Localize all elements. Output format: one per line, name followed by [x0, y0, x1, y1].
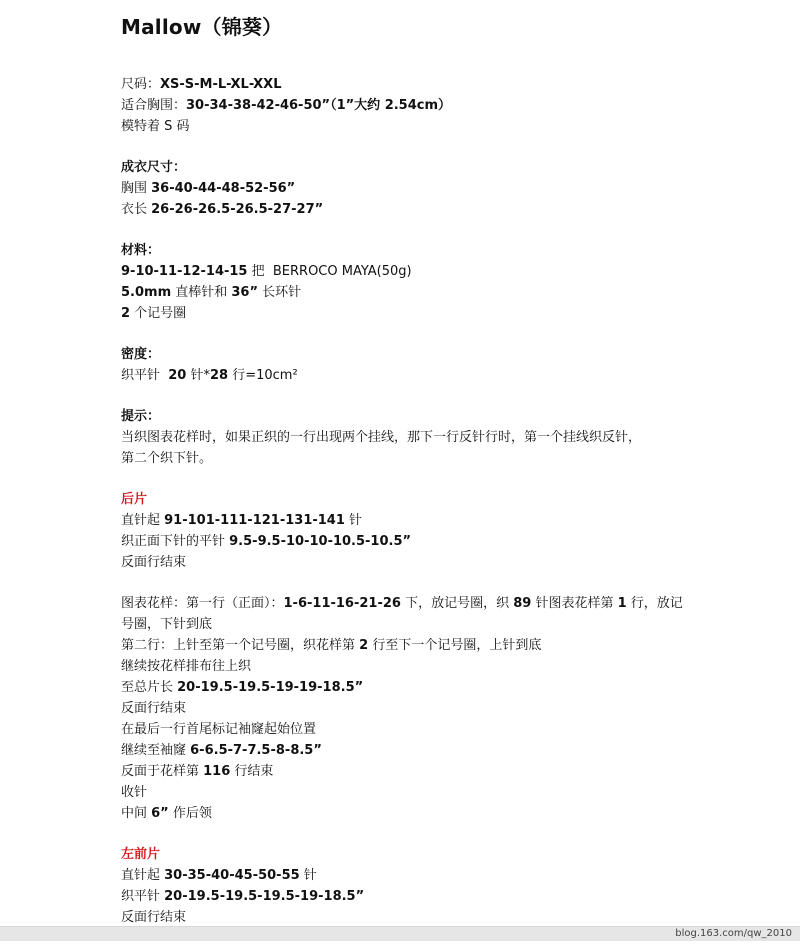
text-line: [121, 886, 781, 907]
text-span: 反面行结束: [121, 701, 187, 716]
text-span: 反面行结束: [121, 910, 187, 925]
text-span: 反面于花样第: [121, 764, 204, 779]
text-span: 模特着 S 码: [121, 119, 190, 134]
watermark-text: blog.163.com/qw_2010: [675, 928, 792, 939]
text-span: 反面行结束: [121, 555, 187, 570]
bold-text: 6-6.5-7-7.5-8-8.5”: [190, 743, 322, 758]
text-span: 中间: [121, 806, 152, 821]
text-span: 直针起: [121, 868, 165, 883]
text-line: [121, 261, 781, 282]
text-line: [121, 677, 781, 698]
text-line: [121, 698, 781, 719]
text-line: [121, 782, 781, 803]
bold-text: 20-19.5-19.5-19-19-18.5”: [177, 680, 364, 695]
text-span: 适合胸围：: [121, 98, 187, 113]
text-line: [121, 614, 781, 635]
text-span: 行结束: [230, 764, 274, 779]
section-size: [121, 74, 781, 137]
text-span: 织正面下针的平针: [121, 534, 230, 549]
text-span: 在最后一行首尾标记袖窿起始位置: [121, 722, 317, 737]
section-back: [121, 489, 781, 573]
section-gauge: [121, 344, 781, 386]
bold-text: 9.5-9.5-10-10-10.5-10.5”: [229, 534, 412, 549]
bold-text: 116: [203, 764, 231, 779]
section-tips: [121, 406, 781, 469]
section-heading: [121, 844, 781, 865]
text-span: 针*: [186, 368, 210, 383]
text-span: 长环针: [258, 285, 302, 300]
text-span: 衣长: [121, 202, 152, 217]
bold-text: 6”: [151, 806, 169, 821]
text-span: 针: [299, 868, 317, 883]
bold-text: 30-35-40-45-50-55: [164, 868, 300, 883]
text-span: 行=10cm²: [228, 368, 298, 383]
bold-text: 36”: [231, 285, 259, 300]
text-span: 尺码：: [121, 77, 161, 92]
text-line: [121, 74, 781, 95]
text-span: 行至下一个记号圈，上针到底: [368, 638, 542, 653]
text-span: 第二行：上针至第一个记号圈，织花样第: [121, 638, 360, 653]
section-materials: [121, 240, 781, 324]
document-page: [121, 14, 781, 948]
section-chart: [121, 593, 781, 824]
page-title: Mallow（锦葵）: [121, 15, 283, 39]
text-span: 收针: [121, 785, 148, 800]
text-line: [121, 303, 781, 324]
text-line: [121, 95, 781, 116]
text-line: [121, 448, 781, 469]
text-line: [121, 552, 781, 573]
bold-text: 材料：: [121, 243, 161, 258]
section-left-front: [121, 844, 781, 928]
footer-bar: [0, 926, 800, 941]
text-span: 继续按花样排布往上织: [121, 659, 252, 674]
text-line: [121, 531, 781, 552]
pattern-sections: [121, 74, 781, 928]
text-line: [121, 656, 781, 677]
text-line: [121, 282, 781, 303]
text-span: 直棒针和: [171, 285, 232, 300]
section-finished: [121, 157, 781, 220]
text-span: 行，放记: [626, 596, 683, 611]
bold-text: 20: [168, 368, 187, 383]
text-span: 图表花样：第一行（正面）：: [121, 596, 284, 611]
text-line: [121, 635, 781, 656]
section-heading: [121, 344, 781, 365]
text-line: [121, 116, 781, 137]
text-line: [121, 761, 781, 782]
bold-text: 89: [513, 596, 532, 611]
text-line: [121, 427, 781, 448]
text-line: [121, 178, 781, 199]
bold-text: 26-26-26.5-26.5-27-27”: [151, 202, 324, 217]
text-span: 下，放记号圈，织: [400, 596, 514, 611]
bold-text: 36-40-44-48-52-56”: [151, 181, 296, 196]
text-line: [121, 865, 781, 886]
bold-text: 1: [617, 596, 627, 611]
red-heading-text: 左前片: [121, 847, 161, 862]
text-line: [121, 740, 781, 761]
text-span: 第二个织下针。: [121, 451, 213, 466]
text-line: [121, 719, 781, 740]
bold-text: 9-10-11-12-14-15: [121, 264, 248, 279]
red-heading-text: 后片: [121, 492, 148, 507]
text-span: 直针起: [121, 513, 165, 528]
text-line: [121, 199, 781, 220]
text-line: [121, 803, 781, 824]
bold-text: 30-34-38-42-46-50”（1”大约 2.54cm）: [186, 98, 452, 113]
bold-text: 密度：: [121, 347, 161, 362]
bold-text: 1-6-11-16-21-26: [283, 596, 401, 611]
text-line: [121, 907, 781, 928]
bold-text: 2: [121, 306, 131, 321]
section-heading: [121, 489, 781, 510]
section-heading: [121, 406, 781, 427]
text-line: [121, 510, 781, 531]
text-span: 作后领: [168, 806, 212, 821]
section-heading: [121, 157, 781, 178]
text-span: 个记号圈: [130, 306, 187, 321]
text-line: [121, 365, 781, 386]
bold-text: 提示：: [121, 409, 161, 424]
bold-text: 5.0mm: [121, 285, 172, 300]
text-span: 继续至袖窿: [121, 743, 191, 758]
text-span: 织平针: [121, 368, 169, 383]
text-span: 号圈，下针到底: [121, 617, 213, 632]
text-span: 针: [344, 513, 363, 528]
text-span: 把 BERROCO MAYA(50g): [247, 264, 412, 279]
text-span: 针图表花样第: [531, 596, 618, 611]
bold-text: 28: [210, 368, 229, 383]
bold-text: 91-101-111-121-131-141: [164, 513, 345, 528]
text-span: 织平针: [121, 889, 165, 904]
bold-text: 成衣尺寸：: [121, 160, 187, 175]
text-span: 至总片长: [121, 680, 178, 695]
text-span: 当织图表花样时，如果正织的一行出现两个挂线，那下一行反针行时，第一个挂线织反针，: [121, 430, 642, 445]
bold-text: 20-19.5-19.5-19.5-19-18.5”: [164, 889, 365, 904]
section-heading: [121, 240, 781, 261]
bold-text: XS-S-M-L-XL-XXL: [160, 77, 282, 92]
text-line: [121, 593, 781, 614]
text-span: 胸围: [121, 181, 152, 196]
bold-text: 2: [359, 638, 369, 653]
